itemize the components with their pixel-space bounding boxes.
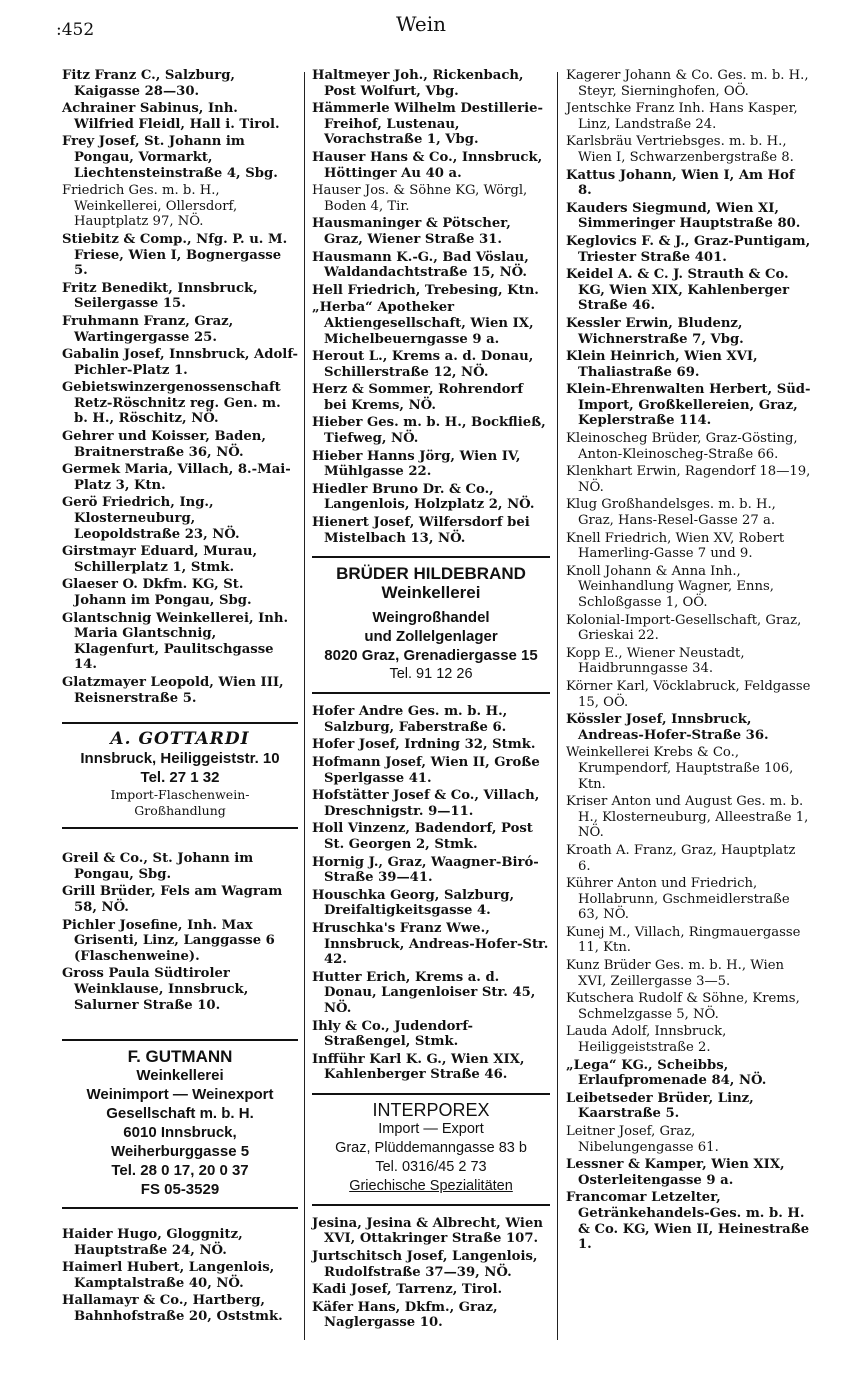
entry-list bbox=[312, 68, 550, 546]
directory-entry: Hausmann K.-G., Bad Vöslau, Waldandachtstraße 15, NÖ. bbox=[312, 249, 529, 281]
entry-list bbox=[62, 851, 298, 1013]
directory-entry: Girstmayr Eduard, Murau, Schillerplatz 1, Stmk. bbox=[62, 544, 258, 575]
ad-gutmann bbox=[62, 1039, 298, 1209]
ad-phone: Tel. 0316/45 2 73 bbox=[375, 1158, 487, 1175]
directory-entry: Kührer Anton und Friedrich, Hollabrunn, Gschmeidlerstraße 63, NÖ. bbox=[566, 876, 790, 923]
directory-entry: Leitner Josef, Graz, Nibelungengasse 61. bbox=[566, 1124, 719, 1155]
directory-entry: Kolonial-Import-Gesellschaft, Graz, Grieskai 22. bbox=[566, 612, 802, 644]
directory-entry: Kadi Josef, Tarrenz, Tirol. bbox=[312, 1282, 503, 1298]
directory-entry: Francomar Letzelter, Getränkehandels-Ges. m. b. H. & Co. KG, Wien II, Heinestraße 1. bbox=[566, 1190, 810, 1253]
page-header bbox=[0, 10, 867, 40]
directory-entry: Infführ Karl K. G., Wien XIX, Kahlenberger Straße 46. bbox=[312, 1051, 525, 1083]
directory-entry: Kattus Johann, Wien I, Am Hof 8. bbox=[566, 167, 795, 199]
ad-company-name: BRÜDER HILDEBRAND bbox=[336, 564, 526, 584]
directory-entry: Haimerl Hubert, Langenlois, Kamptalstraße 40, NÖ. bbox=[62, 1260, 275, 1291]
ad-company-name: F. GUTMANN bbox=[127, 1047, 233, 1067]
directory-entry: Keglovics F. & J., Graz-Puntigam, Triester Straße 401. bbox=[566, 233, 811, 265]
directory-entry: Hutter Erich, Krems a. d. Donau, Langenloiser Str. 45, NÖ. bbox=[312, 969, 536, 1016]
entry-list bbox=[62, 68, 298, 706]
directory-entry: Weinkellerei Krebs & Co., Krumpendorf, Hauptstraße 106, Ktn. bbox=[566, 745, 794, 792]
directory-entry: Kroath A. Franz, Graz, Hauptplatz 6. bbox=[566, 842, 796, 874]
ad-line: und Zollelgenlager bbox=[364, 628, 498, 646]
column-2 bbox=[312, 68, 550, 1333]
directory-entry: Jentschke Franz Inh. Hans Kasper, Linz, Landstraße 24. bbox=[566, 101, 798, 132]
ad-gottardi bbox=[62, 722, 298, 829]
directory-entry: Kessler Erwin, Bludenz, Wichnerstraße 7, Vbg. bbox=[566, 315, 744, 347]
ad-line: Weinkellerei bbox=[136, 1067, 224, 1085]
spacer bbox=[62, 839, 298, 851]
directory-entry: Gross Paula Südtiroler Weinklause, Innsbruck, Salurner Straße 10. bbox=[62, 966, 249, 1013]
directory-entry: Herout L., Krems a. d. Donau, Schillerstraße 12, NÖ. bbox=[312, 349, 534, 380]
directory-entry: Lessner & Kamper, Wien XIX, Osterleitengasse 9 a. bbox=[566, 1157, 785, 1188]
directory-entry: Hruschka's Franz Wwe., Innsbruck, Andreas-Hofer-Str. 42. bbox=[312, 920, 549, 968]
ad-telex: FS 05-3529 bbox=[140, 1181, 220, 1199]
directory-entry: Klenkhart Erwin, Ragendorf 18—19, NÖ. bbox=[566, 464, 811, 495]
column-3 bbox=[566, 68, 811, 1255]
directory-entry: Kunz Brüder Ges. m. b. H., Wien XVI, Zeillergasse 3—5. bbox=[566, 958, 785, 989]
directory-entry: Gebietswinzergenossenschaft Retz-Röschnitz reg. Gen. m. b. H., Röschitz, NÖ. bbox=[62, 380, 281, 427]
directory-entry: Jurtschitsch Josef, Langenlois, Rudolfstraße 37—39, NÖ. bbox=[312, 1249, 538, 1280]
directory-entry: Knoll Johann & Anna Inh., Weinhandlung Wagner, Enns, Schloßgasse 1, OÖ. bbox=[566, 563, 774, 610]
directory-entry: Keidel A. & C. J. Strauth & Co. KG, Wien XIX, Kahlenberger Straße 46. bbox=[566, 267, 790, 314]
column-divider bbox=[304, 72, 305, 1340]
ad-interporex bbox=[312, 1093, 550, 1206]
directory-entry: Jesina, Jesina & Albrecht, Wien XVI, Ottakringer Straße 107. bbox=[312, 1215, 543, 1247]
ad-phone: Tel. 91 12 26 bbox=[389, 666, 473, 683]
directory-entry: „Herba“ Apotheker Aktiengesellschaft, Wien IX, Michelbeuerngasse 9 a. bbox=[312, 300, 534, 347]
ad-description: Großhandlung bbox=[134, 803, 226, 819]
directory-entry: Fruhmann Franz, Graz, Wartingergasse 25. bbox=[62, 313, 234, 345]
directory-entry: Achrainer Sabinus, Inh. Wilfried Fleidl, Hall i. Tirol. bbox=[62, 101, 280, 132]
directory-entry: Hämmerle Wilhelm Destillerie-Freihof, Lustenau, Vorachstraße 1, Vbg. bbox=[312, 101, 543, 148]
directory-entry: Kauders Siegmund, Wien XI, Simmeringer Hauptstraße 80. bbox=[566, 200, 801, 232]
directory-entry: Klein Heinrich, Wien XVI, Thaliastraße 69. bbox=[566, 349, 758, 380]
page-title: Wein bbox=[396, 12, 447, 36]
directory-entry: Hofmann Josef, Wien II, Große Sperlgasse 41. bbox=[312, 755, 540, 786]
directory-entry: Glantschnig Weinkellerei, Inh. Maria Glantschnig, Klagenfurt, Paulitschgasse 14. bbox=[62, 610, 289, 673]
directory-entry: Hienert Josef, Wilfersdorf bei Mistelbach 13, NÖ. bbox=[312, 515, 530, 546]
directory-entry: Ihly & Co., Judendorf-Straßengel, Stmk. bbox=[312, 1018, 474, 1050]
entry-list bbox=[312, 704, 550, 1083]
directory-entry: Gerö Friedrich, Ing., Klosterneuburg, Leopoldstraße 23, NÖ. bbox=[62, 495, 240, 542]
directory-entry: Kopp E., Wiener Neustadt, Haidbrunngasse 34. bbox=[566, 645, 745, 677]
directory-entry: Pichler Josefine, Inh. Max Grisenti, Linz, Langgasse 6 (Flaschenweine). bbox=[62, 917, 275, 964]
ad-line: Weiherburggasse 5 bbox=[110, 1143, 250, 1161]
ad-specialty: Griechische Spezialitäten bbox=[349, 1177, 513, 1194]
page-number: :452 bbox=[56, 20, 95, 40]
directory-entry: Karlsbräu Vertriebsges. m. b. H., Wien I, Schwarzenbergstraße 8. bbox=[566, 134, 794, 165]
ad-line: Weinimport — Weinexport bbox=[86, 1086, 274, 1104]
directory-entry: Hausmaninger & Pötscher, Graz, Wiener Straße 31. bbox=[312, 216, 511, 247]
directory-entry: Haider Hugo, Gloggnitz, Hauptstraße 24, NÖ. bbox=[62, 1227, 243, 1258]
column-divider bbox=[557, 72, 558, 1340]
directory-entry: Hell Friedrich, Trebesing, Ktn. bbox=[312, 282, 539, 298]
ad-address: Graz, Plüddemanngasse 83 b bbox=[335, 1139, 527, 1156]
ad-phone: Tel. 27 1 32 bbox=[140, 769, 220, 787]
ad-address: Innsbruck, Heiliggeiststr. 10 bbox=[80, 750, 280, 768]
directory-entry: Hieber Ges. m. b. H., Bockfließ, Tiefweg, NÖ. bbox=[312, 415, 546, 447]
directory-entry: Frey Josef, St. Johann im Pongau, Vormarkt, Liechtensteinstraße 4, Sbg. bbox=[62, 134, 278, 181]
directory-entry: Kutschera Rudolf & Söhne, Krems, Schmelzgasse 5, NÖ. bbox=[566, 991, 800, 1022]
column-1 bbox=[62, 68, 298, 1327]
ad-line: 6010 Innsbruck, bbox=[123, 1124, 237, 1142]
directory-entry: Glaeser O. Dkfm. KG, St. Johann im Pongau, Sbg. bbox=[62, 577, 252, 608]
ad-company-name: INTERPOREX bbox=[372, 1099, 490, 1120]
directory-entry: Kriser Anton und August Ges. m. b. H., Klosterneuburg, Alleestraße 1, NÖ. bbox=[566, 794, 809, 841]
directory-entry: Fitz Franz C., Salzburg, Kaigasse 28—30. bbox=[62, 68, 236, 99]
directory-entry: Hiedler Bruno Dr. & Co., Langenlois, Holzplatz 2, NÖ. bbox=[312, 481, 535, 513]
directory-entry: Hofer Josef, Irdning 32, Stmk. bbox=[312, 737, 536, 753]
directory-entry: Glatzmayer Leopold, Wien III, Reisnerstraße 5. bbox=[62, 674, 284, 706]
directory-entry: Houschka Georg, Salzburg, Dreifaltigkeitsgasse 4. bbox=[312, 887, 515, 919]
directory-entry: Hieber Hanns Jörg, Wien IV, Mühlgasse 22. bbox=[312, 448, 521, 480]
directory-entry: Germek Maria, Villach, 8.-Mai-Platz 3, Ktn. bbox=[62, 462, 291, 493]
directory-entry: Hofer Andre Ges. m. b. H., Salzburg, Faberstraße 6. bbox=[312, 704, 508, 735]
ad-address: 8020 Graz, Grenadiergasse 15 bbox=[324, 647, 538, 665]
directory-entry: Hallamayr & Co., Hartberg, Bahnhofstraße 20, Oststmk. bbox=[62, 1293, 283, 1325]
entry-list bbox=[312, 1216, 550, 1331]
directory-entry: Herz & Sommer, Rohrendorf bei Krems, NÖ. bbox=[312, 382, 524, 413]
directory-entry: Friedrich Ges. m. b. H., Weinkellerei, Ollersdorf, Hauptplatz 97, NÖ. bbox=[62, 183, 238, 230]
entry-list bbox=[566, 68, 811, 1253]
directory-entry: Greil & Co., St. Johann im Pongau, Sbg. bbox=[62, 851, 254, 882]
directory-entry: Gehrer und Koisser, Baden, Braitnerstraße 36, NÖ. bbox=[62, 429, 266, 460]
directory-entry: Gabalin Josef, Innsbruck, Adolf-Pichler-Platz 1. bbox=[62, 347, 298, 378]
directory-entry: Stiebitz & Comp., Nfg. P. u. M. Friese, Wien I, Bognergasse 5. bbox=[62, 231, 288, 279]
directory-entry: Kössler Josef, Innsbruck, Andreas-Hofer-Straße 36. bbox=[566, 712, 769, 743]
directory-entry: Leibetseder Brüder, Linz, Kaarstraße 5. bbox=[566, 1090, 754, 1122]
directory-entry: Holl Vinzenz, Badendorf, Post St. Georgen 2, Stmk. bbox=[312, 821, 533, 852]
directory-entry: Hornig J., Graz, Waagner-Biró-Straße 39—41. bbox=[312, 854, 539, 886]
directory-entry: Käfer Hans, Dkfm., Graz, Naglergasse 10. bbox=[312, 1299, 498, 1331]
ad-phone: Tel. 28 0 17, 20 0 37 bbox=[111, 1162, 249, 1180]
directory-entry: Körner Karl, Vöcklabruck, Feldgasse 15, OÖ. bbox=[566, 678, 811, 710]
entry-list bbox=[62, 1227, 298, 1325]
directory-entry: Hauser Jos. & Söhne KG, Wörgl, Boden 4, Tir. bbox=[312, 183, 528, 214]
directory-entry: Grill Brüder, Fels am Wagram 58, NÖ. bbox=[62, 884, 283, 915]
directory-entry: Kagerer Johann & Co. Ges. m. b. H., Steyr, Sierninghofen, OÖ. bbox=[566, 68, 809, 99]
ad-hildebrand bbox=[312, 556, 550, 694]
directory-entry: Kunej M., Villach, Ringmauergasse 11, Ktn. bbox=[566, 924, 801, 956]
ad-description: Import-Flaschenwein- bbox=[110, 787, 250, 803]
directory-entry: Lauda Adolf, Innsbruck, Heiliggeiststraße 2. bbox=[566, 1024, 727, 1056]
directory-entry: Klein-Ehrenwalten Herbert, Süd-Import, Großkellereien, Graz, Keplerstraße 114. bbox=[566, 382, 811, 429]
directory-entry: Knell Friedrich, Wien XV, Robert Hamerling-Gasse 7 und 9. bbox=[566, 530, 785, 562]
ad-company-name: A. GOTTARDI bbox=[110, 729, 250, 750]
ad-line: Import — Export bbox=[378, 1120, 484, 1137]
ad-line: Weingroßhandel bbox=[372, 609, 490, 627]
directory-entry: Hauser Hans & Co., Innsbruck, Höttinger Au 40 a. bbox=[312, 149, 543, 181]
directory-entry: „Lega“ KG., Scheibbs, Erlaufpromenade 84, NÖ. bbox=[566, 1057, 767, 1089]
directory-entry: Fritz Benedikt, Innsbruck, Seilergasse 15. bbox=[62, 280, 258, 312]
ad-line: Weinkellerei bbox=[381, 583, 481, 603]
directory-entry: Klug Großhandelsges. m. b. H., Graz, Hans-Resel-Gasse 27 a. bbox=[566, 497, 776, 529]
directory-entry: Kleinoscheg Brüder, Graz-Gösting, Anton-Kleinoscheg-Straße 66. bbox=[566, 431, 798, 462]
spacer bbox=[62, 1219, 298, 1227]
ad-line: Gesellschaft m. b. H. bbox=[106, 1105, 254, 1123]
directory-entry: Hofstätter Josef & Co., Villach, Dreschnigstr. 9—11. bbox=[312, 788, 540, 819]
directory-entry: Haltmeyer Joh., Rickenbach, Post Wolfurt, Vbg. bbox=[312, 68, 524, 99]
